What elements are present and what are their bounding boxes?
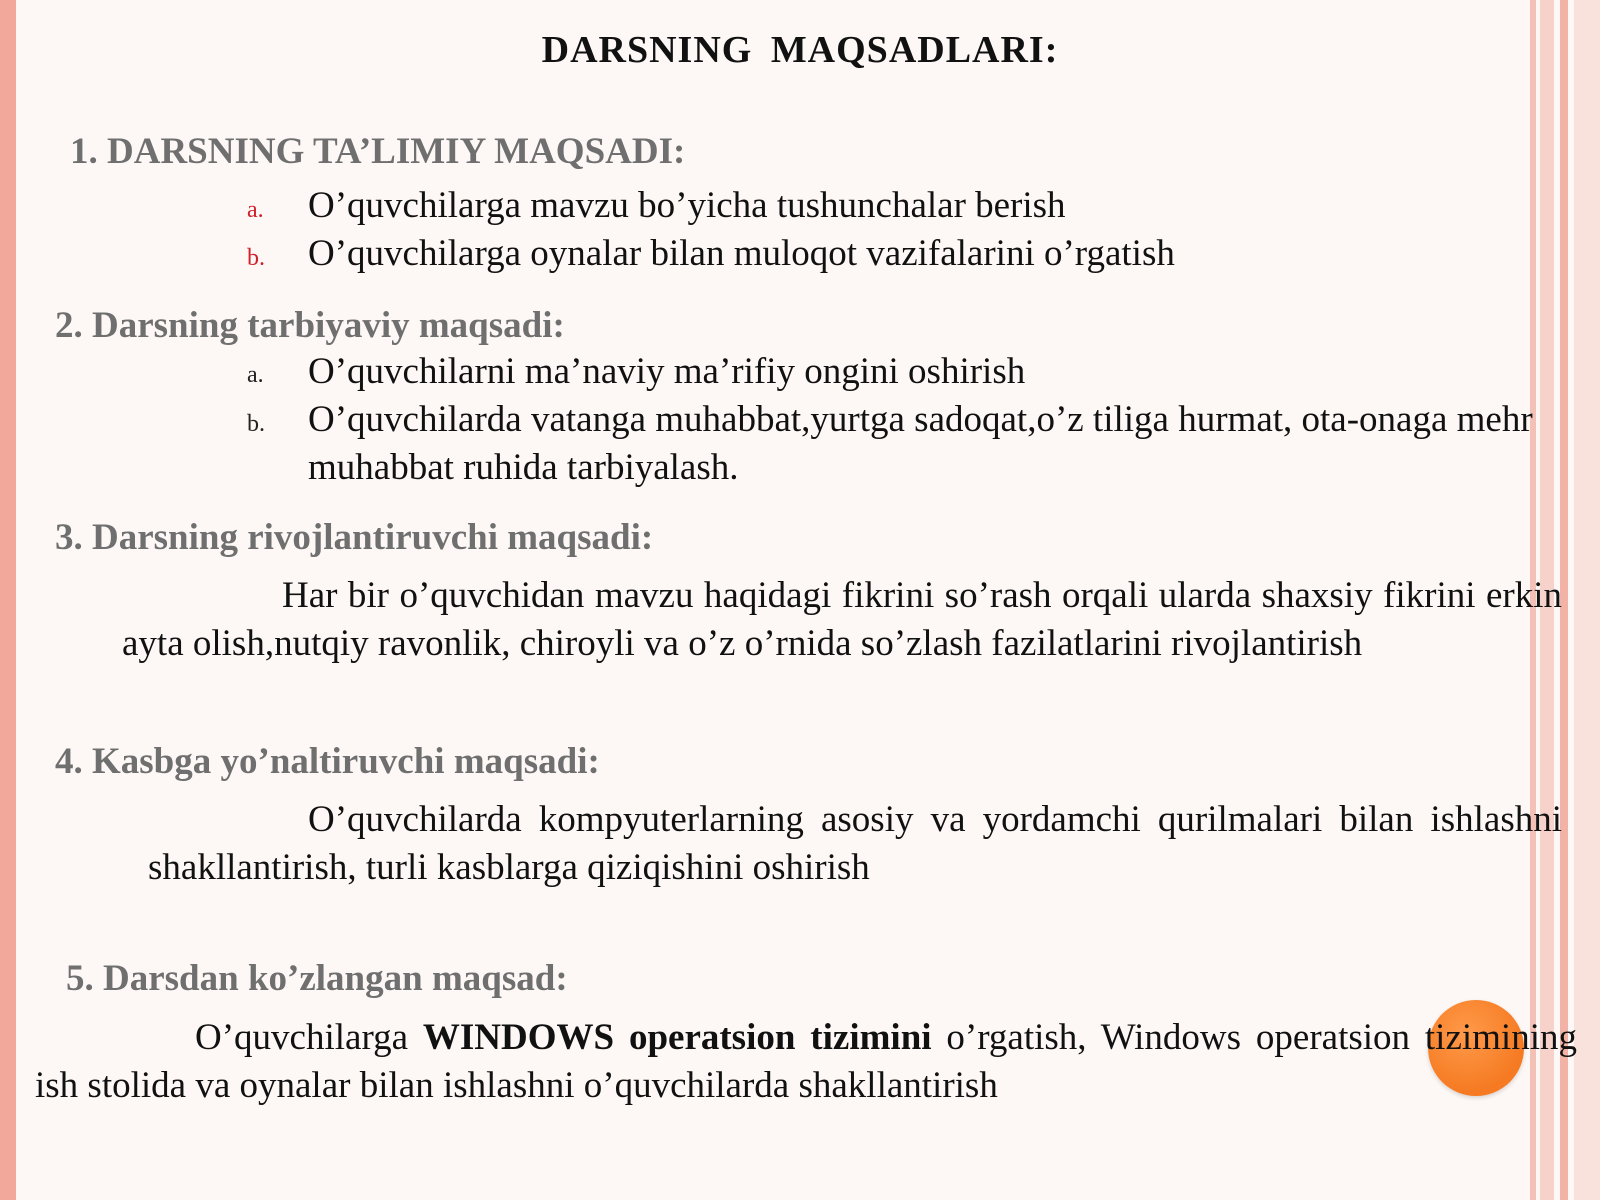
section-1-heading: 1. DARSNING TA’LIMIY MAQSADI:	[70, 131, 686, 172]
list-marker: a.	[247, 197, 264, 223]
list-marker: b.	[247, 245, 265, 271]
list-item: O’quvchilarga oynalar bilan muloqot vazifalarini o’rgatish	[308, 233, 1175, 274]
section-5-heading: 5. Darsdan ko’zlangan maqsad:	[66, 958, 568, 999]
list-item: O’quvchilarni ma’naviy ma’rifiy ongini oshirish	[308, 351, 1026, 392]
list-marker: b.	[247, 411, 265, 437]
section-4-heading: 4. Kasbga yo’naltiruvchi maqsadi:	[55, 741, 600, 782]
list-marker: a.	[247, 362, 264, 388]
section-4-paragraph: O’quvchilarda kompyuterlarning asosiy va yordamchi qurilmalari bilan ishlashni shakllantirish, turli kasblarga qiziqishini oshirish	[148, 799, 1562, 888]
paragraph-text: O’quvchilarga	[195, 1017, 423, 1058]
right-decor-stripe	[1574, 0, 1600, 1200]
left-border-stripe	[0, 0, 16, 1200]
list-item: O’quvchilarda vatanga muhabbat,yurtga sadoqat,o’z tiliga hurmat, ota-onaga mehr muhabbat ruhida tarbiyalash.	[308, 399, 1533, 488]
section-2-heading: 2. Darsning tarbiyaviy maqsadi:	[55, 305, 565, 346]
paragraph-bold-text: WINDOWS operatsion tizimini	[422, 1017, 932, 1058]
section-3-paragraph: Har bir o’quvchidan mavzu haqidagi fikrini so’rash orqali ularda shaxsiy fikrini erkin ayta olish,nutqiy ravonlik, chiroyli va o’z o’rnida so’zlash fazilatlarini rivojlantirish	[122, 575, 1562, 664]
section-5-paragraph	[35, 1014, 1577, 1110]
list-item: O’quvchilarga mavzu bo’yicha tushunchalar berish	[308, 185, 1066, 226]
section-3-heading: 3. Darsning rivojlantiruvchi maqsadi:	[55, 517, 654, 558]
paragraph-text: o’rgatish, Windows operatsion tizimining ish stolida va oynalar bilan ishlashni o’quvchilarda shakllantirish	[35, 1017, 1577, 1106]
page-title: DARSNING MAQSADLARI:	[541, 29, 1059, 71]
